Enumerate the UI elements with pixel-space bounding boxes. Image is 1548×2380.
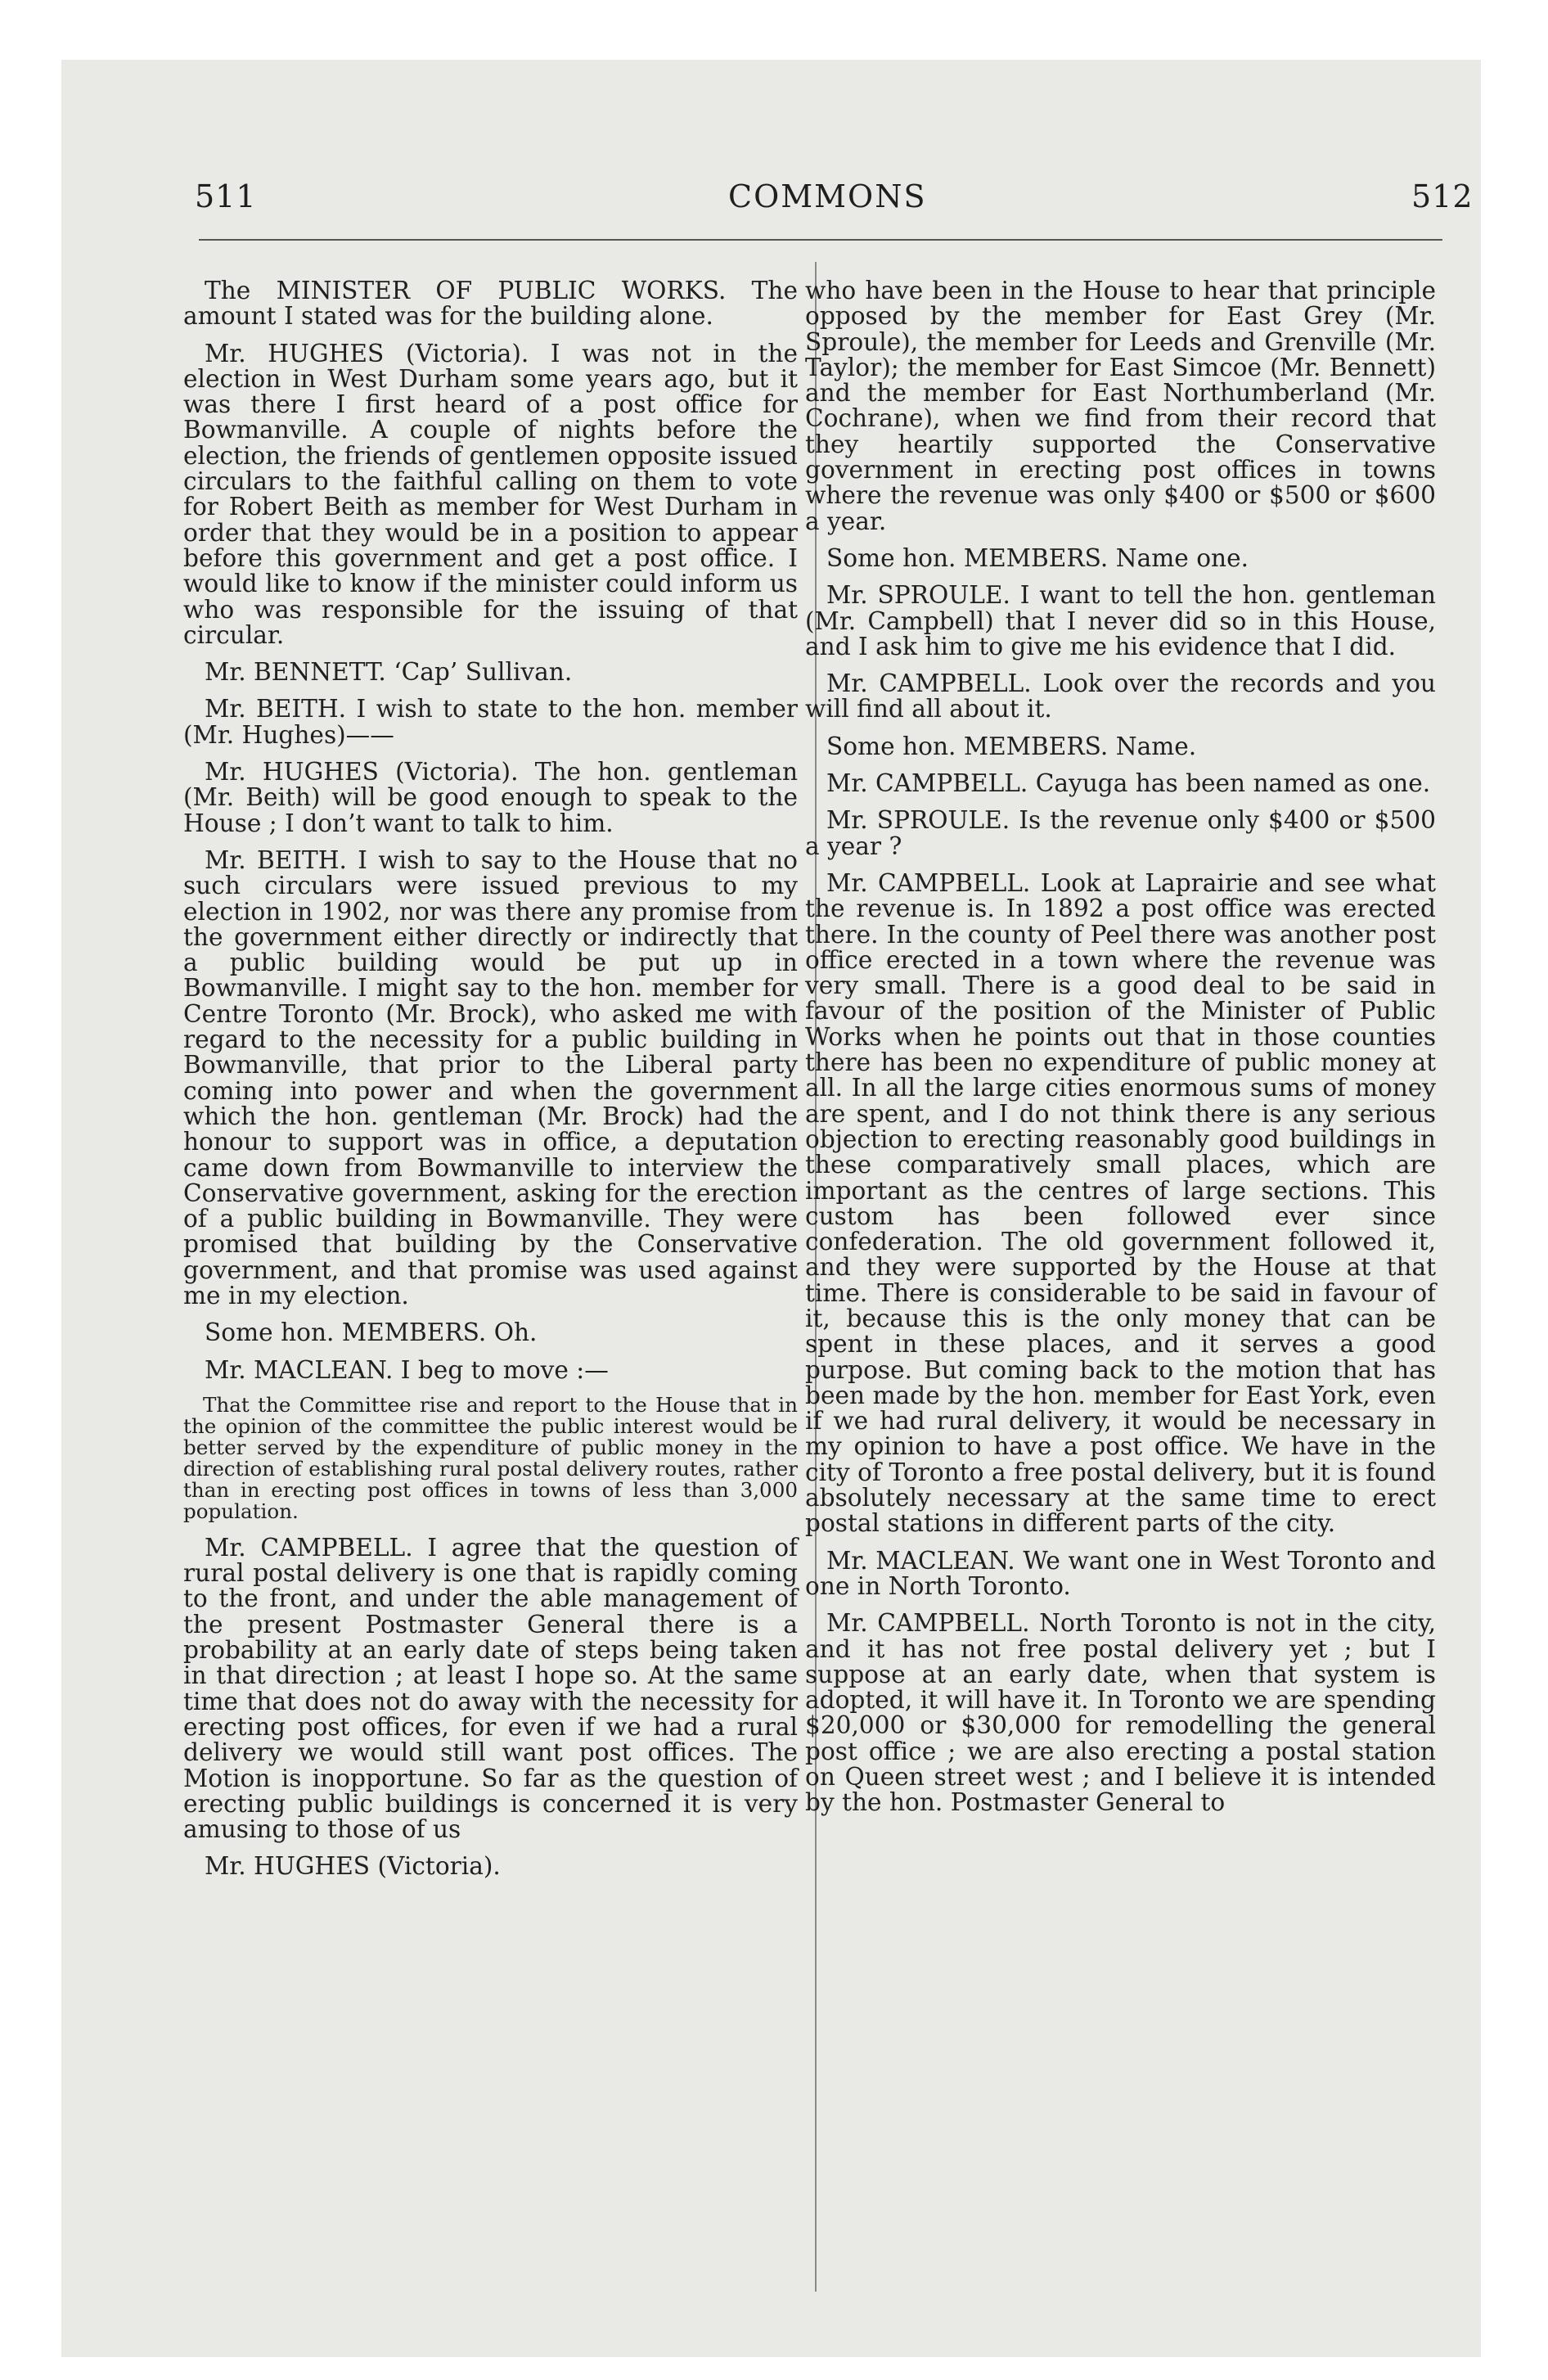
- motion-text: That the Committee rise and report to the House that in the opinion of the committee the public interest would be better served by the expenditure of public money in the direction of establishing rural postal delivery routes, rather than in erecting post offices in towns of less than 3,000 population.: [183, 1392, 798, 1523]
- running-header-title: COMMONS: [728, 178, 927, 214]
- paragraph: Mr. MACLEAN. I beg to move :—: [205, 1355, 609, 1384]
- paragraph: Some hon. MEMBERS. Name one.: [826, 543, 1249, 572]
- paragraph: Mr. BEITH. I wish to say to the House that no such circulars were issued previous to my election in 1902, nor was there any promise from the government either directly or indirectly that a public building would be put up in Bowmanville. I might say to the hon. member for Centre Toronto (Mr. Brock), who asked me with regard to the necessity for a public building in Bowmanville, that prior to the Liberal party coming into power and when the government which the hon. gentleman (Mr. Brock) had the honour to support was in office, a deputation came down from Bowmanville to interview the Conservative government, asking for the erection of a public building in Bowmanville. They were promised that building by the Conservative government, and that promise was used against me in my election.: [183, 845, 798, 1309]
- right-page-number: 512: [1411, 178, 1474, 214]
- header-rule: [199, 239, 1442, 241]
- paragraph: who have been in the House to hear that principle opposed by the member for East Grey (Mr. Sproule), the member for Leeds and Grenville (Mr. Taylor); the member for East Simcoe (Mr. Bennett) and the member for East Northumberland (Mr. Cochrane), when we find from their record that they heartily supported the Conservative government in erecting post offices in towns where the revenue was only $400 or $500 or $600 a year.: [805, 277, 1436, 535]
- paragraph: Mr. CAMPBELL. Cayuga has been named as one.: [826, 769, 1431, 798]
- right-column: [805, 278, 1436, 1828]
- left-page-number: 511: [195, 178, 257, 214]
- paragraph: Mr. SPROULE. I want to tell the hon. gentleman (Mr. Campbell) that I never did so in this House, and I ask him to give me his evidence that I did.: [805, 581, 1436, 660]
- paragraph: Mr. CAMPBELL. Look over the records and you will find all about it.: [805, 669, 1436, 723]
- paragraph: Mr. CAMPBELL. North Toronto is not in the city, and it has not free postal delivery yet ; but I suppose at an early date, when that system is adopted, it will have it. In Toronto we are spending $20,000 or $30,000 for remodelling the general post office ; we are also erecting a postal station on Queen street west ; and I believe it is intended by the hon. Postmaster General to: [805, 1609, 1436, 1817]
- paragraph: Mr. HUGHES (Victoria). The hon. gentleman (Mr. Beith) will be good enough to speak to the House ; I don’t want to talk to him.: [183, 758, 798, 837]
- paragraph: Mr. SPROULE. Is the revenue only $400 or $500 a year ?: [805, 806, 1436, 860]
- paragraph: Mr. BEITH. I wish to state to the hon. member (Mr. Hughes)——: [183, 695, 798, 749]
- column-footer-speaker: Mr. HUGHES (Victoria).: [205, 1852, 501, 1881]
- left-column: [183, 278, 798, 1880]
- paragraph: The MINISTER OF PUBLIC WORKS. The amount I stated was for the building alone.: [183, 277, 798, 331]
- paragraph: Mr. CAMPBELL. I agree that the question of rural postal delivery is one that is rapidly coming to the front, and under the able management of the present Postmaster General there is a probability at an early date of steps being taken in that direction ; at least I hope so. At the same time that does not do away with the necessity for erecting post offices, for even if we had a rural delivery we would still want post offices. The Motion is inopportune. So far as the question of erecting public buildings is concerned it is very amusing to those of us: [183, 1533, 798, 1844]
- paragraph: Some hon. MEMBERS. Name.: [826, 732, 1197, 760]
- paragraph: Mr. CAMPBELL. Look at Laprairie and see what the revenue is. In 1892 a post office was erected there. In the county of Peel there was another post office erected in a town where the revenue was very small. There is a good deal to be said in favour of the position of the Minister of Public Works when he points out that in those counties there has been no expenditure of public money at all. In all the large cities enormous sums of money are spent, and I do not think there is any serious objection to erecting reasonably good buildings in these comparatively small places, which are important as the centres of large sections. This custom has been followed ever since confederation. The old government followed it, and they were supported by the House at that time. There is considerable to be said in favour of it, because this is the only money that can be spent in these places, and it serves a good purpose. But coming back to the motion that has been made by the hon. member for East York, even if we had rural delivery, it would be necessary in my opinion to have a post office. We have in the city of Toronto a free postal delivery, but it is found absolutely necessary at the same time to erect postal stations in different parts of the city.: [805, 868, 1436, 1538]
- paragraph: Some hon. MEMBERS. Oh.: [205, 1318, 538, 1347]
- paragraph: Mr. MACLEAN. We want one in West Toronto and one in North Toronto.: [805, 1546, 1436, 1600]
- paragraph: Mr. HUGHES (Victoria). I was not in the election in West Durham some years ago, but it was there I first heard of a post office for Bowmanville. A couple of nights before the election, the friends of gentlemen opposite issued circulars to the faithful calling on them to vote for Robert Beith as member for West Durham in order that they would be in a position to appear before this government and get a post office. I would like to know if the minister could inform us who was responsible for the issuing of that circular.: [183, 339, 798, 649]
- paragraph: Mr. BENNETT. ‘Cap’ Sullivan.: [205, 658, 573, 687]
